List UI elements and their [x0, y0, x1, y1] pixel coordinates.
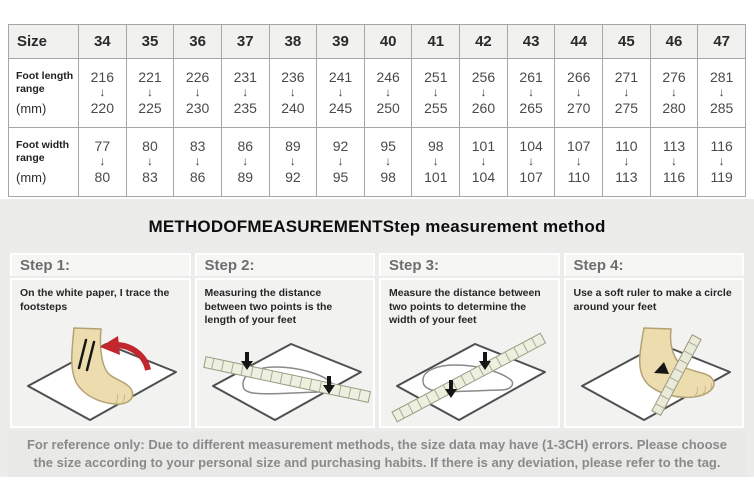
step-3-card [379, 253, 560, 428]
step-4-body [564, 278, 745, 428]
range-from: 236 [281, 68, 305, 85]
down-arrow-glyph: ↓ [99, 85, 106, 100]
down-arrow-glyph: ↓ [289, 85, 296, 100]
footer-note-bar [8, 431, 746, 477]
size-column-header: 43 [507, 25, 555, 59]
range-from: 246 [376, 68, 400, 85]
range-cell [174, 59, 222, 128]
foot-length-ruler-icon [197, 328, 374, 428]
down-arrow-glyph: ↓ [480, 154, 487, 169]
range-to: 86 [189, 168, 206, 185]
range-from: 98 [428, 137, 444, 154]
range-from: 221 [138, 68, 162, 85]
range-from: 281 [709, 68, 734, 85]
range-to: 235 [233, 99, 257, 116]
range-to: 225 [138, 99, 162, 116]
range-to: 280 [662, 99, 686, 116]
range-from: 256 [471, 68, 496, 85]
range-from: 80 [142, 137, 158, 154]
step-2-body [195, 278, 376, 428]
range-to: 80 [94, 168, 111, 185]
range-cell [507, 128, 555, 197]
size-column-header: 42 [460, 25, 508, 59]
row-label-title: Foot width range [16, 139, 70, 164]
range-to: 101 [424, 168, 448, 185]
range-from: 92 [332, 137, 349, 154]
down-arrow-glyph: ↓ [289, 154, 296, 169]
steps-row [8, 253, 746, 428]
range-from: 231 [233, 68, 257, 85]
range-from: 86 [237, 137, 254, 154]
range-cell [174, 128, 222, 197]
down-arrow-glyph: ↓ [337, 85, 344, 100]
down-arrow-glyph: ↓ [671, 154, 677, 169]
size-column-header: 46 [650, 25, 698, 59]
footer-note-text: For reference only: Due to different measurement methods, the size data may have (1-3CH) errors. Please choose the size according to your personal size and purchasing habits. If there is any deviation, please refer to the tag. [26, 437, 728, 471]
size-column-header: 35 [126, 25, 174, 59]
row-label-unit: (mm) [16, 169, 47, 185]
range-to: 250 [376, 99, 400, 116]
range-from: 104 [519, 137, 543, 154]
section-heading: METHODOFMEASUREMENTStep measurement method [148, 217, 606, 236]
down-arrow-glyph: ↓ [242, 154, 249, 169]
range-to: 270 [567, 99, 591, 116]
range-from: 241 [328, 68, 353, 85]
range-to: 95 [332, 168, 349, 185]
size-column-header: 40 [364, 25, 412, 59]
down-arrow-glyph: ↓ [432, 154, 439, 169]
range-cell [79, 59, 127, 128]
down-arrow-glyph: ↓ [528, 154, 535, 169]
row-label-title: Foot length range [16, 70, 74, 95]
step-1-label: Step 1: [10, 253, 191, 276]
range-cell [650, 59, 698, 128]
down-arrow-glyph: ↓ [194, 154, 201, 169]
range-cell [269, 59, 317, 128]
range-from: 113 [662, 137, 686, 154]
range-to: 265 [519, 99, 543, 116]
down-arrow-glyph: ↓ [242, 85, 249, 100]
foot-trace-icon [12, 324, 189, 424]
range-from: 261 [519, 68, 543, 85]
down-arrow-glyph: ↓ [671, 85, 677, 100]
down-arrow-glyph: ↓ [432, 85, 439, 100]
down-arrow-glyph: ↓ [146, 85, 153, 100]
step-3-description: Measure the distance between two points to determine the width of your feet [389, 287, 541, 327]
range-to: 245 [328, 99, 353, 116]
range-cell [317, 128, 365, 197]
step-1-card [10, 253, 191, 428]
down-arrow-glyph: ↓ [718, 154, 725, 169]
step-2-description: Measuring the distance between two points is the length of your feet [204, 287, 333, 327]
down-arrow-glyph: ↓ [385, 154, 392, 169]
down-arrow-glyph: ↓ [99, 154, 106, 169]
soft-tape-measure-icon [566, 324, 743, 424]
down-arrow-glyph: ↓ [146, 154, 153, 169]
range-from: 89 [285, 137, 301, 154]
step-1-body [10, 278, 191, 428]
size-column-header: 44 [555, 25, 603, 59]
range-cell [460, 128, 508, 197]
range-cell [364, 128, 412, 197]
range-to: 98 [380, 168, 396, 185]
row-label-cell [9, 128, 79, 197]
range-cell [603, 59, 651, 128]
range-to: 116 [662, 168, 686, 185]
measurement-method-section [0, 199, 754, 477]
range-to: 285 [709, 99, 734, 116]
down-arrow-glyph: ↓ [528, 85, 535, 100]
size-header-label: Size [9, 25, 79, 59]
range-cell [317, 59, 365, 128]
step-2-card [195, 253, 376, 428]
range-cell [460, 59, 508, 128]
size-column-header: 47 [698, 25, 746, 59]
range-to: 220 [90, 99, 114, 116]
step-4-card [564, 253, 745, 428]
down-arrow-glyph: ↓ [623, 154, 630, 169]
range-from: 271 [614, 68, 639, 85]
range-from: 107 [567, 137, 591, 154]
down-arrow-glyph: ↓ [480, 85, 487, 100]
range-to: 230 [185, 99, 210, 116]
range-cell [79, 128, 127, 197]
row-label-unit: (mm) [16, 100, 47, 116]
range-from: 83 [189, 137, 206, 154]
range-cell [221, 59, 269, 128]
range-cell [555, 59, 603, 128]
step-3-label: Step 3: [379, 253, 560, 276]
down-arrow-glyph: ↓ [385, 85, 392, 100]
range-cell [126, 59, 174, 128]
range-from: 266 [567, 68, 591, 85]
range-from: 116 [710, 137, 733, 154]
down-arrow-glyph: ↓ [718, 85, 725, 100]
range-cell [698, 59, 746, 128]
down-arrow-glyph: ↓ [575, 85, 582, 100]
range-cell [698, 128, 746, 197]
size-column-header: 45 [603, 25, 651, 59]
step-2-label: Step 2: [195, 253, 376, 276]
range-to: 255 [424, 99, 448, 116]
range-cell [221, 128, 269, 197]
range-cell [269, 128, 317, 197]
range-to: 104 [471, 168, 496, 185]
range-from: 101 [471, 137, 496, 154]
size-table-section [0, 0, 754, 197]
range-to: 113 [615, 168, 638, 185]
range-cell [603, 128, 651, 197]
range-to: 119 [710, 168, 733, 185]
row-label-cell [9, 59, 79, 128]
range-to: 110 [567, 168, 590, 185]
range-from: 95 [380, 137, 396, 154]
range-from: 77 [94, 137, 111, 154]
size-column-header: 41 [412, 25, 460, 59]
range-cell [364, 59, 412, 128]
down-arrow-glyph: ↓ [337, 154, 344, 169]
range-to: 92 [285, 168, 301, 185]
range-to: 89 [237, 168, 254, 185]
range-to: 107 [519, 168, 543, 185]
step-4-description: Use a soft ruler to make a circle around your feet [573, 287, 732, 313]
step-4-label: Step 4: [564, 253, 745, 276]
range-from: 226 [185, 68, 210, 85]
range-from: 110 [615, 137, 638, 154]
range-to: 83 [142, 168, 158, 185]
down-arrow-glyph: ↓ [575, 154, 582, 169]
size-column-header: 36 [174, 25, 222, 59]
size-column-header: 37 [221, 25, 269, 59]
range-cell [126, 128, 174, 197]
range-cell [412, 59, 460, 128]
range-cell [412, 128, 460, 197]
range-from: 251 [424, 68, 448, 85]
range-cell [650, 128, 698, 197]
down-arrow-glyph: ↓ [623, 85, 630, 100]
foot-width-ruler-icon [381, 328, 558, 428]
range-from: 216 [90, 68, 114, 85]
step-3-body [379, 278, 560, 428]
size-table [8, 24, 746, 197]
down-arrow-glyph: ↓ [194, 85, 201, 100]
step-1-description: On the white paper, I trace the footsteps [20, 287, 170, 313]
size-column-header: 39 [317, 25, 365, 59]
size-column-header: 38 [269, 25, 317, 59]
size-table-body [9, 25, 746, 197]
range-cell [555, 128, 603, 197]
range-to: 275 [614, 99, 639, 116]
range-to: 260 [471, 99, 496, 116]
range-to: 240 [281, 99, 305, 116]
range-cell [507, 59, 555, 128]
range-from: 276 [662, 68, 686, 85]
size-column-header: 34 [79, 25, 127, 59]
